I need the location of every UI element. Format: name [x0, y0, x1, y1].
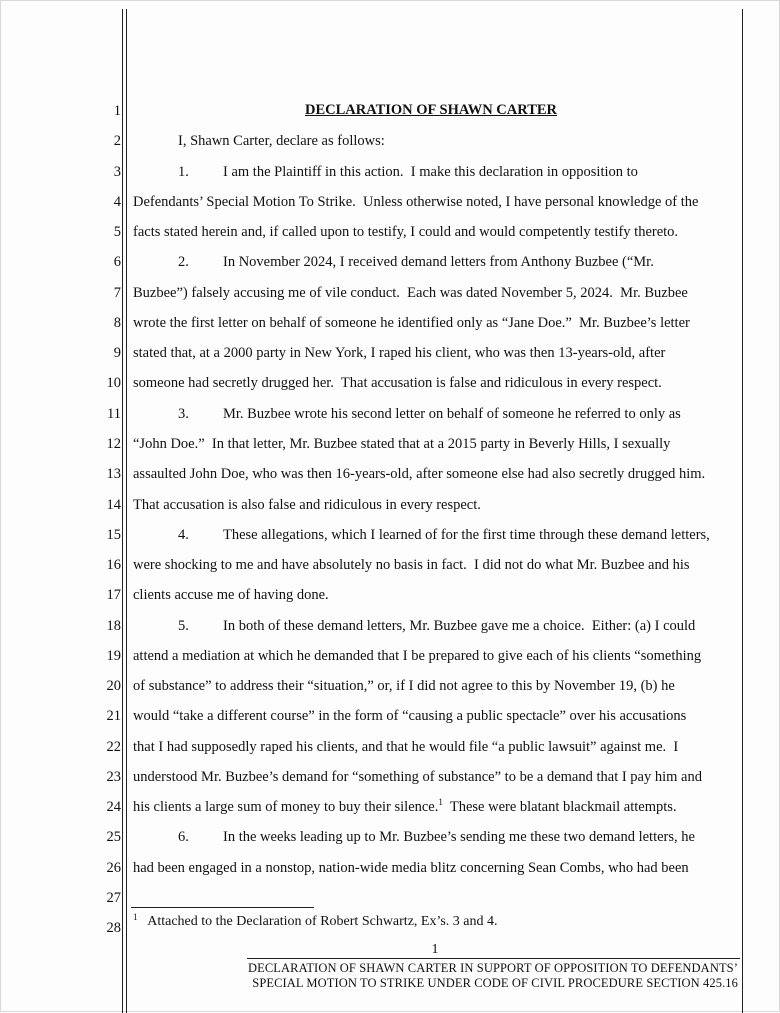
- line-text: clients accuse me of having done.: [133, 587, 329, 604]
- footnote-text: Attached to the Declaration of Robert Schwartz, Ex’s. 3 and 4.: [147, 914, 498, 929]
- paragraph-number: 1.: [178, 163, 189, 180]
- footnote: [133, 914, 498, 930]
- line-text: That accusation is also false and ridiculous in every respect.: [133, 496, 481, 513]
- line-text: I am the Plaintiff in this action. I make this declaration in opposition to: [223, 163, 638, 180]
- body-text-line: [133, 558, 690, 573]
- line-text: assaulted John Doe, who was then 16-years-old, after someone else had also secretly drugged him.: [133, 466, 706, 483]
- footnote-separator: [131, 907, 314, 908]
- body-text-line: [133, 467, 705, 482]
- footer-line-2: SPECIAL MOTION TO STRIKE UNDER CODE OF CIVIL PROCEDURE SECTION 425.16: [252, 976, 738, 990]
- line-number: 6: [113, 254, 121, 271]
- body-text-line: [178, 134, 385, 149]
- body-text-line: [133, 770, 702, 785]
- line-number: 9: [113, 345, 121, 362]
- body-text-line: [223, 830, 695, 845]
- left-margin-rule-outer: [122, 9, 123, 1013]
- body-text-line: [133, 316, 690, 331]
- body-text-line: [223, 165, 638, 180]
- line-text: facts stated herein and, if called upon to testify, I could and would competently testify thereto.: [133, 224, 679, 241]
- line-text: someone had secretly drugged her. That accusation is false and ridiculous in every respect.: [133, 375, 662, 392]
- body-text-line: [133, 376, 662, 391]
- line-number: 8: [113, 314, 121, 331]
- line-text: Buzbee”) falsely accusing me of vile conduct. Each was dated November 5, 2024. Mr. Buzbee: [133, 284, 688, 301]
- line-text: that I had supposedly raped his clients, and that he would file “a public lawsuit” against me. I: [133, 738, 679, 755]
- footer-line-1: DECLARATION OF SHAWN CARTER IN SUPPORT OF OPPOSITION TO DEFENDANTS’: [247, 961, 738, 975]
- footer-rule: [247, 958, 740, 959]
- line-text: were shocking to me and have absolutely no basis in fact. I did not do what Mr. Buzbee and his: [133, 557, 690, 574]
- body-text-line: [133, 588, 329, 603]
- body-text-line: [133, 740, 678, 755]
- line-number: 27: [106, 890, 121, 907]
- line-number: 11: [107, 405, 121, 422]
- line-number: 5: [113, 224, 121, 241]
- paragraph-number: 4.: [178, 526, 189, 543]
- line-number: 24: [106, 799, 121, 816]
- footnote-reference: 1: [438, 797, 443, 808]
- line-number: 18: [106, 617, 121, 634]
- line-number: 7: [113, 284, 121, 301]
- line-text: his clients a large sum of money to buy their silence.: [133, 799, 439, 816]
- line-number: 12: [106, 435, 121, 452]
- footnote-mark: 1: [133, 912, 138, 922]
- line-text: wrote the first letter on behalf of someone he identified only as “Jane Doe.” Mr. Buzbee’s letter: [133, 314, 690, 331]
- line-number: 3: [113, 163, 121, 180]
- line-text: In both of these demand letters, Mr. Buzbee gave me a choice. Either: (a) I could: [223, 617, 696, 634]
- page-number: 1: [431, 942, 439, 957]
- document-title: DECLARATION OF SHAWN CARTER: [304, 102, 558, 118]
- line-number: 26: [106, 859, 121, 876]
- line-number: 16: [106, 557, 121, 574]
- paragraph-number: 5.: [178, 617, 189, 634]
- body-text-line: [223, 619, 695, 634]
- line-number: 22: [106, 738, 121, 755]
- line-number: 19: [106, 647, 121, 664]
- line-text: would “take a different course” in the form of “causing a public spectacle” over his accusations: [133, 708, 687, 725]
- body-text-line: [223, 528, 710, 543]
- line-text: attend a mediation at which he demanded that I be prepared to give each of his clients “something: [133, 647, 702, 664]
- body-text-line: [133, 649, 701, 664]
- body-text-line: [133, 498, 481, 513]
- body-text-line: [223, 407, 681, 422]
- body-text-line: [133, 679, 675, 694]
- paragraph-number: 2.: [178, 254, 189, 271]
- body-text-line: [223, 255, 654, 270]
- body-text-line: [133, 437, 670, 452]
- body-text-line: [133, 709, 686, 724]
- line-text: of substance” to address their “situation,” or, if I did not agree to this by November 19, (b) he: [133, 678, 675, 695]
- line-number: 2: [113, 133, 121, 150]
- line-number: 25: [106, 829, 121, 846]
- left-margin-rule-inner: [126, 9, 127, 1013]
- line-number: 13: [106, 466, 121, 483]
- line-text: “John Doe.” In that letter, Mr. Buzbee stated that at a 2015 party in Beverly Hills, I sexually: [133, 435, 671, 452]
- body-text-line: [133, 225, 678, 240]
- line-number: 14: [106, 496, 121, 513]
- body-text-line: [133, 797, 677, 816]
- line-number: 20: [106, 678, 121, 695]
- body-text-line: [133, 286, 688, 301]
- line-text: These allegations, which I learned of for the first time through these demand letters,: [223, 526, 710, 543]
- line-number: 17: [106, 587, 121, 604]
- line-number: 4: [113, 193, 121, 210]
- line-text: stated that, at a 2000 party in New York, I raped his client, who was then 13-years-old, after: [133, 345, 666, 362]
- line-number: 28: [106, 920, 121, 937]
- line-number: 1: [113, 103, 121, 119]
- line-text-continued: These were blatant blackmail attempts.: [442, 799, 677, 816]
- right-margin-rule: [742, 9, 743, 1013]
- line-text: had been engaged in a nonstop, nation-wide media blitz concerning Sean Combs, who had been: [133, 859, 689, 876]
- line-number: 15: [106, 526, 121, 543]
- line-text: Mr. Buzbee wrote his second letter on behalf of someone he referred to only as: [223, 405, 681, 422]
- line-number: 10: [106, 375, 121, 392]
- line-text: In the weeks leading up to Mr. Buzbee’s sending me these two demand letters, he: [223, 829, 695, 846]
- body-text-line: [133, 195, 698, 210]
- line-number: 21: [106, 708, 121, 725]
- line-text: In November 2024, I received demand letters from Anthony Buzbee (“Mr.: [223, 254, 654, 271]
- line-number: 23: [106, 768, 121, 785]
- body-text-line: [133, 346, 665, 361]
- paragraph-number: 3.: [178, 405, 189, 422]
- line-text: Defendants’ Special Motion To Strike. Unless otherwise noted, I have personal knowledge of the: [133, 193, 699, 210]
- body-text-line: [133, 861, 689, 876]
- line-text: understood Mr. Buzbee’s demand for “something of substance” to be a demand that I pay him and: [133, 768, 702, 785]
- line-text: I, Shawn Carter, declare as follows:: [178, 133, 385, 150]
- paragraph-number: 6.: [178, 829, 189, 846]
